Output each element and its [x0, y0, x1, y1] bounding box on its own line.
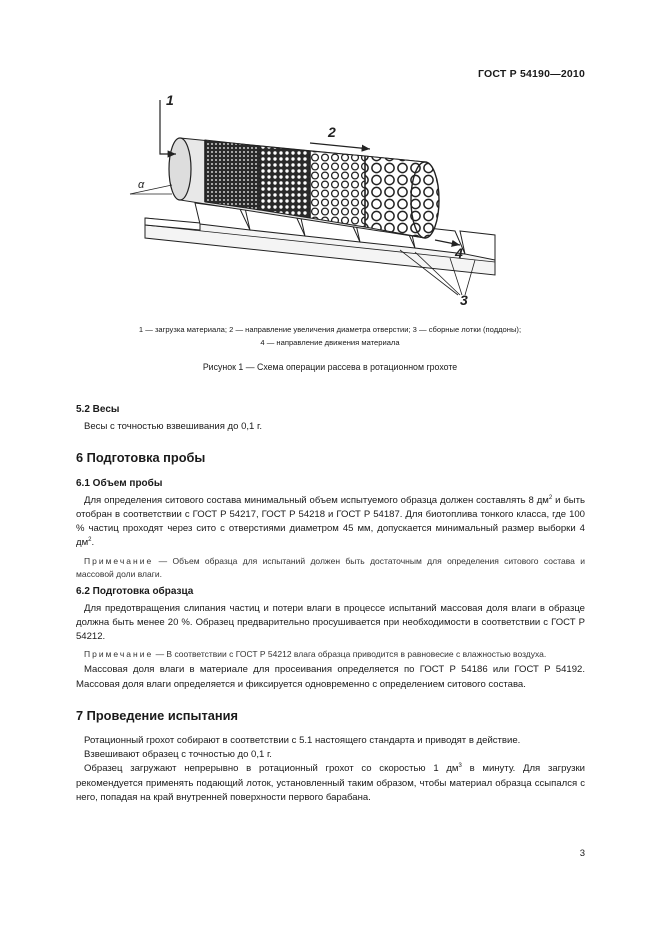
note-6-1-text: — Объем образца для испытаний должен быть достаточным для определения ситового состава и массовой доли влаги.	[76, 555, 585, 579]
section-6-2-text-2: Массовая доля влаги в материале для просеивания определяется по ГОСТ Р 54186 или ГОСТ Р 54192. Массовая доля влаги определяется и фиксируется одновременно с определением ситового состава.	[76, 664, 585, 690]
section-6-1-text: Для определения ситового состава минимальный объем испытуемого образца должен составлять 8 $дм^2$ и быть отобран в соответствии с ГОСТ Р 54217, ГОСТ Р 54218 и ГОСТ Р 54187. Для биотоплива тонкого класса, где 100 % частиц проходят через сито с отверстиями диаметром 45 мм, допускается минимальный размер выборки 4 $дм^2$.	[76, 494, 585, 549]
rotary-screen-drawing	[110, 90, 530, 320]
section-5-2-text: Весы с точностью взвешивания до 0,1 г.	[84, 421, 262, 433]
section-7-text-3: Образец загружают непрерывно в ротационный грохот со скоростью 1 $дм^3$ в минуту. Для загрузки рекомендуется применять подающий лоток, установленный таким образом, чтобы материал образца ссыпался с него, попадая на край внутренней поверхности первого барабана.	[76, 763, 585, 803]
section-6-2-title: 6.2 Подготовка образца	[76, 585, 194, 597]
section-7-title: 7 Проведение испытания	[76, 707, 238, 723]
section-6-2-text: Для предотвращения слипания частиц и потери влаги в процессе испытаний массовая доля влаги в образце должна быть менее 20 %. Образец предварительно просушивается при необходимости в соответствии с ГОСТ Р 54212.	[76, 602, 585, 643]
note-6-2-text: — В соответствии с ГОСТ Р 54212 влага образца приводится в равновесие с влажностью воздуха.	[153, 649, 547, 660]
rotary-screen-figure	[110, 90, 530, 320]
figure-caption: Рисунок 1 — Схема операции рассева в ротационном грохоте	[202, 362, 458, 372]
hole-diameter-arrow	[310, 143, 370, 149]
note-6-2-label: Примечание	[84, 649, 154, 660]
section-7-text-2: Взвешивают образец с точностью до 0,1 г.	[84, 749, 272, 761]
section-6-1-title: 6.1 Объем пробы	[76, 477, 163, 489]
section-7-text-1: Ротационный грохот собирают в соответствии с 5.1 настоящего стандарта и приводят в действие.	[84, 735, 521, 747]
page-header: ГОСТ Р 54190—2010	[477, 68, 585, 80]
legend-line-1: 1 — загрузка материала; 2 — направление увеличения диаметра отверстии; 3 — сборные лотки (поддоны);	[138, 325, 522, 334]
section-6-title: 6 Подготовка пробы	[76, 450, 206, 466]
figure-label-4: 4	[455, 245, 463, 261]
section-5-2-title: 5.2 Весы	[76, 404, 120, 415]
legend-line-2: 4 — направление движения материала	[260, 338, 400, 347]
figure-label-alpha: α	[138, 179, 145, 191]
document-body	[76, 403, 585, 805]
page-number: 3	[579, 848, 585, 859]
figure-label-2: 2	[328, 124, 336, 140]
note-6-2	[76, 648, 585, 661]
figure-legend	[80, 323, 580, 349]
note-6-1	[76, 555, 585, 581]
note-6-1-label: Примечание	[84, 555, 154, 566]
figure-label-1: 1	[166, 92, 174, 108]
figure-label-3: 3	[460, 292, 468, 308]
